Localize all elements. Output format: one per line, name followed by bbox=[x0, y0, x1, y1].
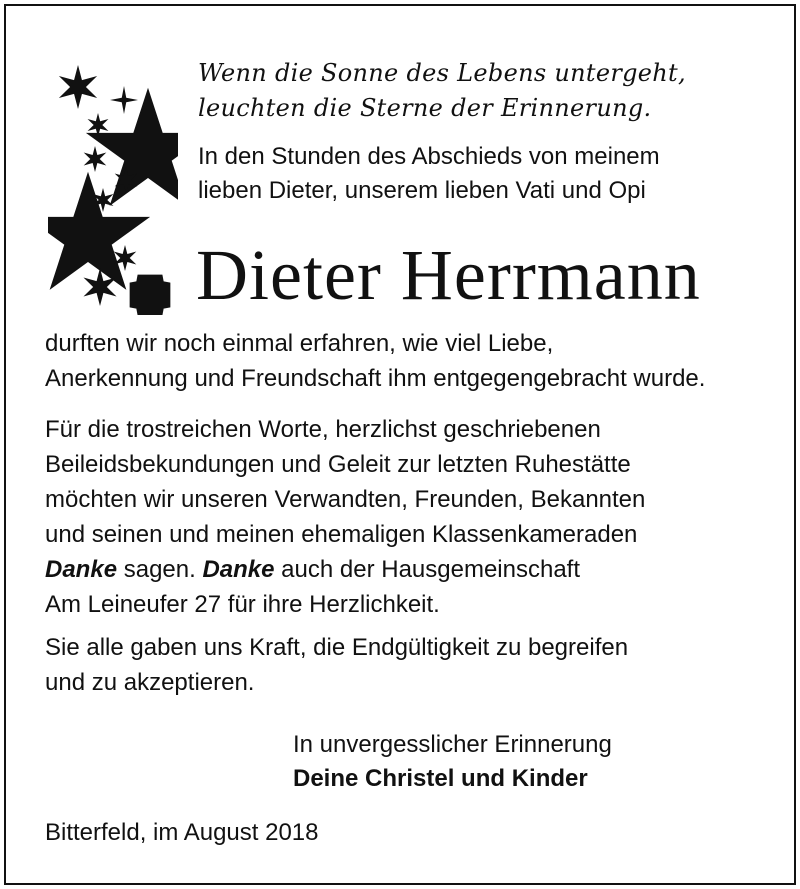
star-icon bbox=[110, 86, 138, 114]
paragraph-3-line-1: Sie alle gaben uns Kraft, die Endgültigkeit zu begreifen bbox=[45, 634, 629, 661]
star-outline-icon bbox=[69, 217, 107, 253]
paragraph-2-line-4: und seinen und meinen ehemaligen Klassenkameraden bbox=[45, 521, 638, 548]
paragraph-2-line-3: möchten wir unseren Verwandten, Freunden, Bekannten bbox=[45, 486, 646, 513]
quote-line-1: Wenn die Sonne des Lebens untergeht, bbox=[198, 59, 686, 87]
paragraph-2-line-2: Beileidsbekundungen und Geleit zur letzten Ruhestätte bbox=[45, 451, 631, 478]
place-date: Bitterfeld, im August 2018 bbox=[45, 819, 319, 846]
signature-line-1: In unvergesslicher Erinnerung bbox=[293, 731, 612, 758]
paragraph-2-line-5 bbox=[45, 552, 775, 587]
paragraph-3-line-2: und zu akzeptieren. bbox=[45, 669, 255, 696]
intro-line-1: In den Stunden des Abschieds von meinem bbox=[198, 143, 660, 170]
paragraph-1 bbox=[45, 326, 775, 396]
signature-names: Deine Christel und Kinder bbox=[293, 765, 588, 792]
paragraph-2 bbox=[45, 412, 775, 622]
star-outline-icon bbox=[129, 133, 167, 169]
intro-text bbox=[198, 140, 778, 208]
paragraph-2-line-6: Am Leineufer 27 für ihre Herzlichkeit. bbox=[45, 591, 440, 618]
paragraph-1-line-2: Anerkennung und Freundschaft ihm entgegengebracht wurde. bbox=[45, 365, 706, 392]
paragraph-2-line-5-mid: sagen. bbox=[117, 556, 203, 583]
intro-line-2: lieben Dieter, unserem lieben Vati und Opi bbox=[198, 177, 646, 204]
quote-line-2: leuchten die Sterne der Erinnerung. bbox=[198, 94, 652, 122]
stars-icon bbox=[48, 55, 178, 315]
star-outline-icon bbox=[132, 277, 168, 313]
star-icon bbox=[84, 146, 107, 172]
thanks-emphasis-2: Danke bbox=[202, 556, 275, 583]
deceased-name: Dieter Herrmann bbox=[196, 235, 701, 315]
paragraph-1-line-1: durften wir noch einmal erfahren, wie viel Liebe, bbox=[45, 330, 554, 357]
signature bbox=[293, 728, 612, 796]
memorial-quote bbox=[198, 56, 758, 126]
star-icon bbox=[59, 65, 97, 109]
paragraph-2-line-1: Für die trostreichen Worte, herzlichst geschriebenen bbox=[45, 416, 601, 443]
paragraph-2-line-5-rest: auch der Hausgemeinschaft bbox=[274, 556, 581, 583]
paragraph-3 bbox=[45, 630, 775, 700]
thanks-emphasis-1: Danke bbox=[45, 556, 118, 583]
